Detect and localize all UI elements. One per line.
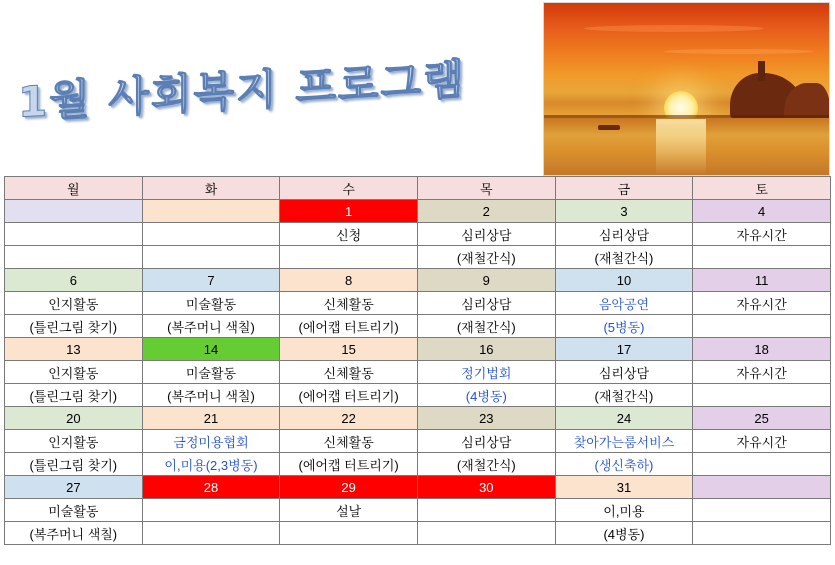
calendar-event-cell[interactable]: 심리상담 (417, 430, 555, 453)
program-calendar (4, 176, 831, 545)
calendar-event-cell[interactable]: 자유시간 (693, 223, 831, 246)
calendar-event-cell[interactable]: (생신축하) (555, 453, 693, 476)
calendar-event-cell[interactable]: 미술활동 (142, 292, 280, 315)
calendar-date-cell[interactable]: 3 (555, 200, 693, 223)
calendar-event-row (5, 223, 831, 246)
calendar-date-cell[interactable]: 11 (693, 269, 831, 292)
calendar-event-cell[interactable]: (틀린그림 찾기) (5, 384, 143, 407)
calendar-event-cell[interactable] (693, 522, 831, 545)
calendar-event-cell[interactable]: 금정미용협회 (142, 430, 280, 453)
calendar-event-cell[interactable]: 음악공연 (555, 292, 693, 315)
calendar-event-cell[interactable] (142, 246, 280, 269)
calendar-date-cell[interactable] (142, 200, 280, 223)
calendar-event-cell[interactable]: 이,미용 (555, 499, 693, 522)
calendar-event-cell[interactable] (5, 246, 143, 269)
page-header (0, 0, 835, 176)
calendar-date-row (5, 476, 831, 499)
calendar-date-cell[interactable]: 7 (142, 269, 280, 292)
calendar-event-cell[interactable] (417, 522, 555, 545)
calendar-event-cell[interactable] (142, 499, 280, 522)
calendar-event-cell[interactable] (142, 223, 280, 246)
calendar-event-cell[interactable]: (에어캡 터트리기) (280, 384, 418, 407)
calendar-date-cell[interactable]: 6 (5, 269, 143, 292)
calendar-event-cell[interactable]: (복주머니 색칠) (142, 315, 280, 338)
calendar-date-cell[interactable]: 18 (693, 338, 831, 361)
calendar-event-cell[interactable]: (재철간식) (555, 246, 693, 269)
calendar-event-row (5, 453, 831, 476)
calendar-date-cell[interactable]: 28 (142, 476, 280, 499)
calendar-event-cell[interactable]: 인지활동 (5, 430, 143, 453)
calendar-event-cell[interactable]: (복주머니 색칠) (5, 522, 143, 545)
calendar-date-cell[interactable] (693, 476, 831, 499)
calendar-event-row (5, 361, 831, 384)
day-of-week-header: 금 (555, 177, 693, 200)
cloud-shape-2 (664, 49, 814, 54)
calendar-date-cell[interactable]: 30 (417, 476, 555, 499)
calendar-date-cell[interactable]: 15 (280, 338, 418, 361)
calendar-event-cell[interactable]: 설날 (280, 499, 418, 522)
lighthouse-shape (758, 61, 765, 81)
sunset-seascape-photo (543, 2, 830, 176)
calendar-event-cell[interactable]: (4병동) (555, 522, 693, 545)
calendar-date-cell[interactable]: 20 (5, 407, 143, 430)
calendar-date-row (5, 269, 831, 292)
calendar-event-cell[interactable]: (복주머니 색칠) (142, 384, 280, 407)
calendar-event-cell[interactable]: 미술활동 (142, 361, 280, 384)
calendar-date-cell[interactable]: 27 (5, 476, 143, 499)
calendar-event-cell[interactable] (417, 499, 555, 522)
calendar-event-cell[interactable]: 심리상담 (555, 223, 693, 246)
calendar-event-cell[interactable]: 인지활동 (5, 361, 143, 384)
day-of-week-header: 수 (280, 177, 418, 200)
calendar-event-cell[interactable]: 신청 (280, 223, 418, 246)
calendar-date-cell[interactable]: 9 (417, 269, 555, 292)
calendar-event-cell[interactable] (693, 453, 831, 476)
boat-shape (598, 125, 620, 130)
calendar-event-cell[interactable] (5, 223, 143, 246)
calendar-date-cell[interactable]: 29 (280, 476, 418, 499)
calendar-date-cell[interactable]: 22 (280, 407, 418, 430)
calendar-event-cell[interactable]: 신체활동 (280, 430, 418, 453)
calendar-event-cell[interactable]: 신체활동 (280, 361, 418, 384)
calendar-event-cell[interactable]: 이,미용(2,3병동) (142, 453, 280, 476)
calendar-date-cell[interactable]: 24 (555, 407, 693, 430)
cloud-shape (584, 25, 764, 32)
calendar-header-row (5, 177, 831, 200)
day-of-week-header: 목 (417, 177, 555, 200)
calendar-date-cell[interactable]: 21 (142, 407, 280, 430)
calendar-event-row (5, 384, 831, 407)
calendar-event-cell[interactable] (280, 246, 418, 269)
calendar-event-cell[interactable] (693, 315, 831, 338)
calendar-date-cell[interactable]: 14 (142, 338, 280, 361)
page-title-text: 1월 사회복지 프로그램 (18, 54, 466, 127)
calendar-event-cell[interactable]: 자유시간 (693, 292, 831, 315)
calendar-event-row (5, 499, 831, 522)
calendar-event-cell[interactable] (693, 384, 831, 407)
calendar-event-cell[interactable] (693, 246, 831, 269)
calendar-event-cell[interactable]: 신체활동 (280, 292, 418, 315)
calendar-date-cell[interactable] (5, 200, 143, 223)
page-title (18, 56, 548, 126)
calendar-event-row (5, 292, 831, 315)
calendar-event-cell[interactable]: (재철간식) (417, 246, 555, 269)
calendar-event-cell[interactable]: 미술활동 (5, 499, 143, 522)
calendar-date-cell[interactable]: 8 (280, 269, 418, 292)
calendar-event-cell[interactable]: (재철간식) (417, 315, 555, 338)
calendar-event-cell[interactable]: 찾아가는룸서비스 (555, 430, 693, 453)
calendar-date-cell[interactable]: 16 (417, 338, 555, 361)
calendar-event-cell[interactable]: 인지활동 (5, 292, 143, 315)
calendar-event-cell[interactable]: (틀린그림 찾기) (5, 453, 143, 476)
calendar-event-cell[interactable]: 자유시간 (693, 430, 831, 453)
day-of-week-header: 월 (5, 177, 143, 200)
calendar-event-cell[interactable]: (재철간식) (417, 453, 555, 476)
calendar-event-row (5, 522, 831, 545)
calendar-event-row (5, 315, 831, 338)
calendar-date-cell[interactable]: 10 (555, 269, 693, 292)
calendar-date-cell[interactable]: 25 (693, 407, 831, 430)
calendar-event-cell[interactable]: 심리상담 (417, 223, 555, 246)
sun-reflection (656, 119, 706, 175)
calendar-date-cell[interactable]: 13 (5, 338, 143, 361)
calendar-date-row (5, 200, 831, 223)
calendar-date-cell[interactable]: 1 (280, 200, 418, 223)
calendar-date-row (5, 407, 831, 430)
calendar-event-row (5, 246, 831, 269)
calendar-event-cell[interactable] (280, 522, 418, 545)
calendar-event-cell[interactable]: 정기법회 (417, 361, 555, 384)
calendar-event-row (5, 430, 831, 453)
calendar-event-cell[interactable]: 자유시간 (693, 361, 831, 384)
calendar-date-row (5, 338, 831, 361)
calendar-date-cell[interactable]: 17 (555, 338, 693, 361)
calendar-event-cell[interactable]: (에어캡 터트리기) (280, 453, 418, 476)
calendar-date-cell[interactable]: 4 (693, 200, 831, 223)
day-of-week-header: 화 (142, 177, 280, 200)
calendar-event-cell[interactable]: (틀린그림 찾기) (5, 315, 143, 338)
calendar-event-cell[interactable] (693, 499, 831, 522)
calendar-event-cell[interactable]: 심리상담 (555, 361, 693, 384)
calendar-event-cell[interactable] (142, 522, 280, 545)
calendar-date-cell[interactable]: 23 (417, 407, 555, 430)
calendar-date-cell[interactable]: 31 (555, 476, 693, 499)
calendar-event-cell[interactable]: 심리상담 (417, 292, 555, 315)
calendar-event-cell[interactable]: (재철간식) (555, 384, 693, 407)
calendar-event-cell[interactable]: (4병동) (417, 384, 555, 407)
calendar-event-cell[interactable]: (에어캡 터트리기) (280, 315, 418, 338)
day-of-week-header: 토 (693, 177, 831, 200)
calendar-event-cell[interactable]: (5병동) (555, 315, 693, 338)
calendar-date-cell[interactable]: 2 (417, 200, 555, 223)
